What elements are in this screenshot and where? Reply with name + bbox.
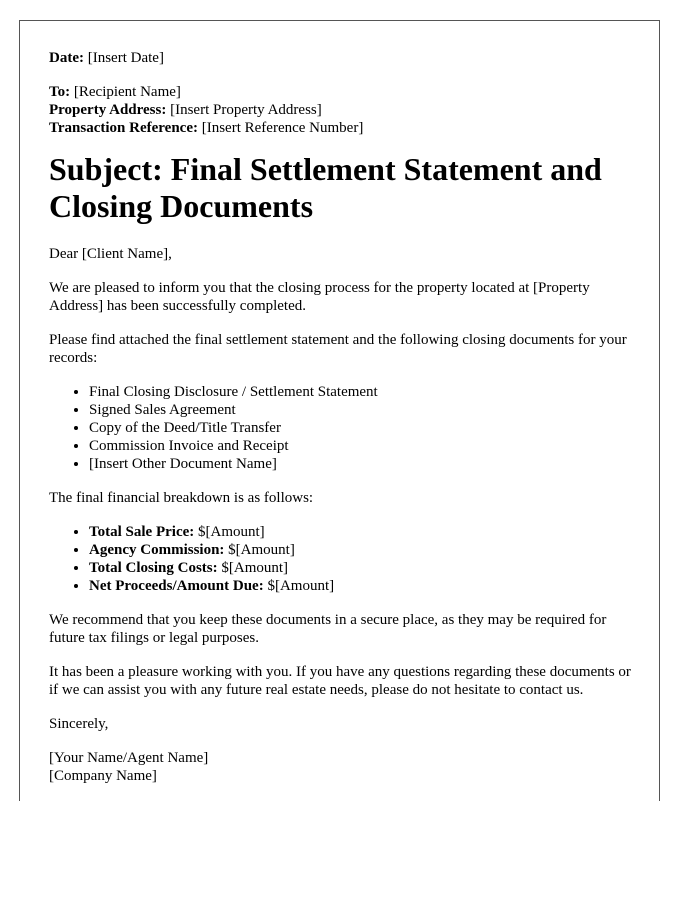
attached-intro-paragraph: Please find attached the final settlement statement and the following closing documents for your records: xyxy=(49,332,627,366)
financial-intro-paragraph: The final financial breakdown is as follows: xyxy=(49,490,314,506)
property-address-line xyxy=(49,101,639,119)
subject-heading: Subject: Final Settlement Statement and Closing Documents xyxy=(49,151,602,224)
financial-item-value: $[Amount] xyxy=(228,542,295,558)
financial-item-label: Net Proceeds/Amount Due: xyxy=(89,578,264,594)
letter-page xyxy=(19,20,660,801)
intro-paragraph: We are pleased to inform you that the closing process for the property located at [Property Address] has been successfully completed. xyxy=(49,280,590,314)
documents-list xyxy=(49,383,639,473)
recommendation-paragraph: We recommend that you keep these documents in a secure place, as they may be required for future tax filings or legal purposes. xyxy=(49,612,607,646)
document-item: • Copy of the Deed/Title Transfer xyxy=(89,419,639,437)
financial-item xyxy=(89,523,639,541)
transaction-reference-line xyxy=(49,119,639,137)
property-address-label: Property Address: xyxy=(49,102,167,118)
greeting: Dear [Client Name], xyxy=(49,246,172,262)
date-value: [Insert Date] xyxy=(87,50,164,66)
closing-paragraph: It has been a pleasure working with you. If you have any questions regarding these documents or if we can assist you with any future real estate needs, please do not hesitate to contact us. xyxy=(49,664,631,698)
signoff: Sincerely, xyxy=(49,716,109,732)
recipient-block xyxy=(49,83,639,137)
financial-item-value: $[Amount] xyxy=(221,560,289,576)
property-address-value: [Insert Property Address] xyxy=(170,102,322,118)
signature-company: [Company Name] xyxy=(49,768,157,784)
transaction-reference-label: Transaction Reference: xyxy=(49,120,198,136)
letter-content xyxy=(49,49,639,785)
signature-name: [Your Name/Agent Name] xyxy=(49,750,209,766)
financial-item-label: Total Closing Costs: xyxy=(89,560,218,576)
financial-item-value: $[Amount] xyxy=(267,578,335,594)
to-line xyxy=(49,83,639,101)
financial-breakdown-list xyxy=(49,523,639,595)
financial-item xyxy=(89,541,639,559)
document-item: • Final Closing Disclosure / Settlement Statement xyxy=(89,383,639,401)
financial-item-label: Agency Commission: xyxy=(89,542,225,558)
financial-item xyxy=(89,559,639,577)
date-line xyxy=(49,49,639,67)
to-value: [Recipient Name] xyxy=(73,84,181,100)
date-label: Date: xyxy=(49,50,84,66)
to-label: To: xyxy=(49,84,71,100)
document-item: • [Insert Other Document Name] xyxy=(89,455,639,473)
transaction-reference-value: [Insert Reference Number] xyxy=(201,120,364,136)
financial-item-label: Total Sale Price: xyxy=(89,524,195,540)
document-item: • Signed Sales Agreement xyxy=(89,401,639,419)
document-item: • Commission Invoice and Receipt xyxy=(89,437,639,455)
financial-item xyxy=(89,577,639,595)
financial-item-value: $[Amount] xyxy=(198,524,265,540)
